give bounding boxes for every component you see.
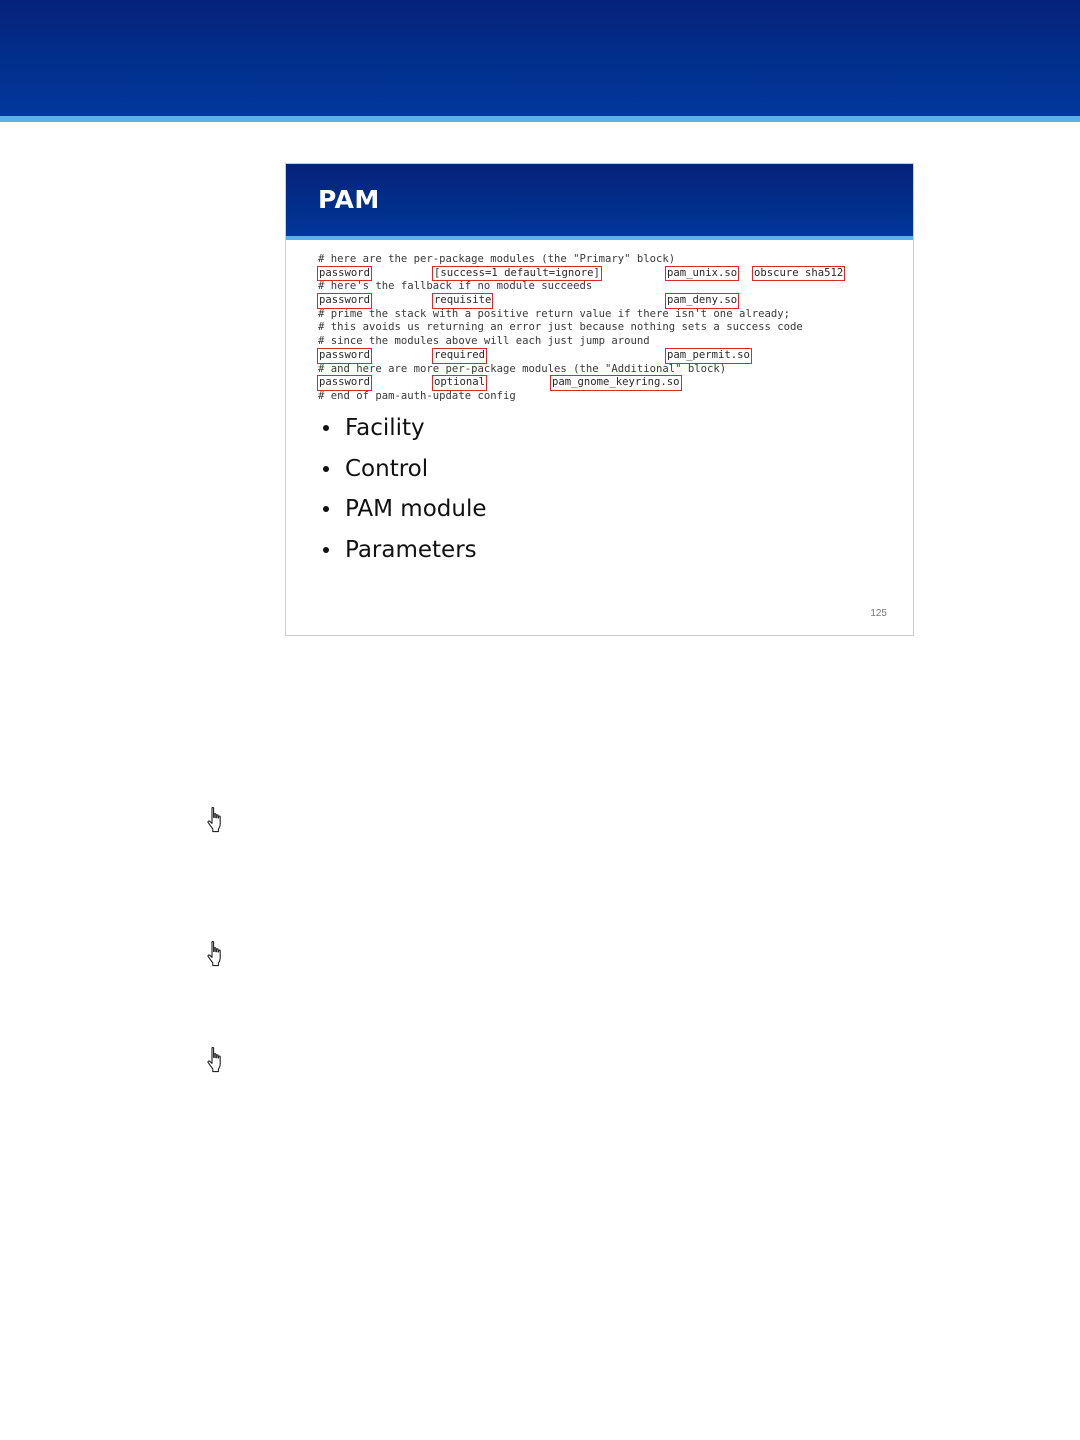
hand-pointer-icon[interactable] <box>205 940 227 968</box>
parameters-token: obscure sha512 <box>754 266 844 279</box>
code-line <box>318 267 903 281</box>
slide-number: 125 <box>870 608 887 619</box>
bullet-item <box>323 530 486 571</box>
comment-text: # this avoids us returning an error just because nothing sets a success code <box>318 321 803 334</box>
facility-token: password <box>319 266 371 279</box>
comment-text: # prime the stack with a positive return value if there isn't one already; <box>318 307 790 320</box>
code-line <box>318 349 903 363</box>
slide-thumbnail <box>285 163 914 636</box>
code-line <box>318 280 903 294</box>
bullet-text: Parameters <box>345 536 477 563</box>
module-token: pam_permit.so <box>667 348 750 361</box>
module-token: pam_deny.so <box>667 294 738 307</box>
bullet-item <box>323 408 486 449</box>
facility-token: password <box>319 294 371 307</box>
comment-text: # here are the per-package modules (the "Primary" block) <box>318 253 676 265</box>
bullet-text: Facility <box>345 415 425 442</box>
bullet-dot-icon <box>323 425 329 431</box>
bullet-item <box>323 449 486 490</box>
comment-text: # and here are more per-package modules (the "Additional" block) <box>318 362 727 375</box>
bullet-dot-icon <box>323 547 329 553</box>
code-line <box>318 308 903 322</box>
page-header-banner <box>0 0 1080 116</box>
code-line <box>318 363 903 377</box>
control-token: required <box>434 348 486 361</box>
bullet-list <box>323 408 486 570</box>
bullet-text: Control <box>345 455 429 482</box>
code-line <box>318 253 903 267</box>
module-token: pam_gnome_keyring.so <box>552 376 680 389</box>
code-line <box>318 294 903 308</box>
control-token: optional <box>434 376 486 389</box>
hand-pointer-icon[interactable] <box>205 806 227 834</box>
code-line <box>318 335 903 349</box>
control-token: [success=1 default=ignore] <box>434 266 600 279</box>
page-header-stripe <box>0 116 1080 122</box>
module-token: pam_unix.so <box>667 266 738 279</box>
pam-config-code <box>318 253 903 404</box>
slide-header <box>286 164 913 236</box>
bullet-item <box>323 489 486 530</box>
facility-token: password <box>319 348 371 361</box>
slide-header-stripe <box>286 236 913 240</box>
code-line <box>318 376 903 390</box>
comment-text: # end of pam-auth-update config <box>318 389 516 402</box>
code-line <box>318 390 903 404</box>
bullet-text: PAM module <box>345 496 487 523</box>
bullet-dot-icon <box>323 506 329 512</box>
control-token: requisite <box>434 294 492 307</box>
slide-title: PAM <box>318 185 380 214</box>
hand-pointer-icon[interactable] <box>205 1046 227 1074</box>
comment-text: # here's the fallback if no module succeeds <box>318 280 593 293</box>
facility-token: password <box>319 376 371 389</box>
code-line <box>318 321 903 335</box>
comment-text: # since the modules above will each just jump around <box>318 335 650 348</box>
bullet-dot-icon <box>323 466 329 472</box>
